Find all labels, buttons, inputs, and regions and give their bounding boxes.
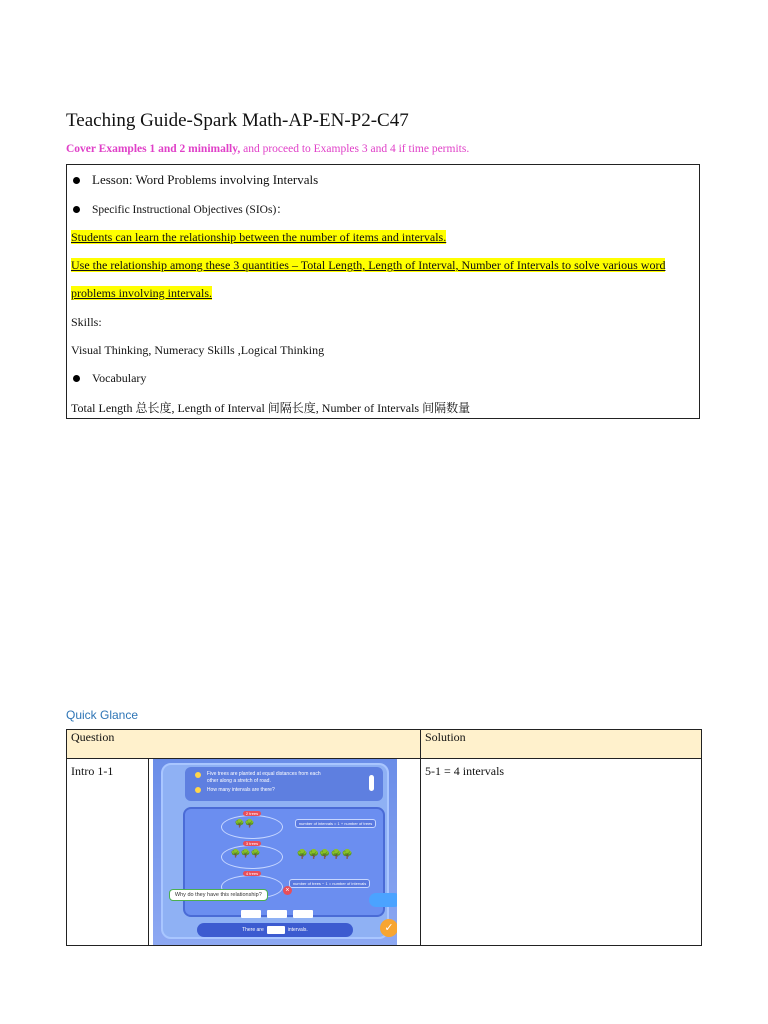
table-header-row: [67, 730, 702, 759]
speaker-icon: [195, 772, 201, 778]
question-image-cell: [148, 759, 420, 946]
scroll-indicator[interactable]: [369, 775, 374, 791]
sios-line: [71, 201, 288, 217]
tree-icon: 🌳🌳🌳: [230, 849, 261, 858]
cover-note-bold: Cover Examples 1 and 2 minimally,: [66, 143, 241, 155]
objective-2-cont-text: problems involving intervals.: [71, 286, 212, 300]
vocab-line: [71, 371, 146, 386]
row-label: Intro 1-1: [67, 759, 149, 946]
quick-glance-table: [66, 729, 702, 946]
formula-1: number of intervals = 1 + number of trees: [295, 819, 376, 828]
answer-bar: [197, 923, 353, 937]
question-line-3: How many intervals are there?: [206, 787, 275, 793]
question-line-2: other along a stretch of road.: [206, 778, 271, 784]
nav-arrows-icon[interactable]: [369, 893, 397, 907]
answer-inputs[interactable]: [241, 907, 319, 921]
skills-text: Visual Thinking, Numeracy Skills ,Logical Thinking: [71, 343, 325, 357]
tree-row-icon: 🌳🌳🌳🌳🌳: [296, 849, 353, 859]
vocab-label: Vocabulary: [92, 371, 147, 385]
objective-2: [71, 258, 665, 273]
speaker-icon: [195, 787, 201, 793]
hint-tooltip: Why do they have this relationship?: [169, 889, 268, 901]
tag-2-trees: 2 trees: [243, 811, 261, 816]
skills-label: Skills:: [71, 315, 102, 329]
close-icon[interactable]: ×: [283, 886, 292, 895]
formula-2: number of trees − 1 = number of intervals: [289, 879, 370, 888]
bullet-icon: [73, 177, 80, 184]
answer-blank[interactable]: [267, 926, 285, 934]
question-line-1: Five trees are planted at equal distances from each: [206, 771, 321, 777]
bullet-icon: [73, 206, 80, 213]
vocab-text: Total Length 总长度, Length of Interval 间隔长度, Number of Intervals 间隔数量: [71, 401, 471, 415]
objective-2-text: Use the relationship among these 3 quantities – Total Length, Length of Interval, Number of Intervals to solve various word: [71, 258, 666, 272]
tag-3-trees: 3 trees: [243, 841, 261, 846]
answer-suffix: intervals.: [287, 927, 308, 933]
game-frame: [161, 763, 394, 939]
lesson-text: Lesson: Word Problems involving Intervals: [92, 172, 319, 187]
tree-icon: 🌳🌳: [234, 819, 255, 828]
sios-text: Specific Instructional Objectives (SIOs)：: [92, 204, 288, 216]
bullet-icon: [73, 375, 80, 382]
header-question: Question: [67, 730, 421, 759]
objective-1-text: Students can learn the relationship between the number of items and intervals.: [71, 230, 447, 244]
tag-4-trees: 4 trees: [243, 871, 261, 876]
objective-1: [71, 230, 446, 245]
row-solution: 5-1 = 4 intervals: [421, 759, 702, 946]
page-title: Teaching Guide-Spark Math-AP-EN-P2-C47: [66, 110, 409, 131]
header-solution: Solution: [421, 730, 702, 759]
table-row: [67, 759, 702, 946]
check-icon[interactable]: ✓: [380, 919, 397, 937]
cover-note: [66, 143, 469, 155]
objective-2-cont: [71, 286, 212, 301]
question-banner: [185, 767, 383, 801]
game-screenshot: [153, 759, 397, 945]
lesson-line: [71, 172, 318, 188]
quick-glance-heading: Quick Glance: [66, 708, 139, 722]
answer-prefix: There are: [242, 927, 264, 933]
cover-note-rest: and proceed to Examples 3 and 4 if time permits.: [240, 143, 470, 155]
lesson-info-box: [66, 164, 700, 419]
